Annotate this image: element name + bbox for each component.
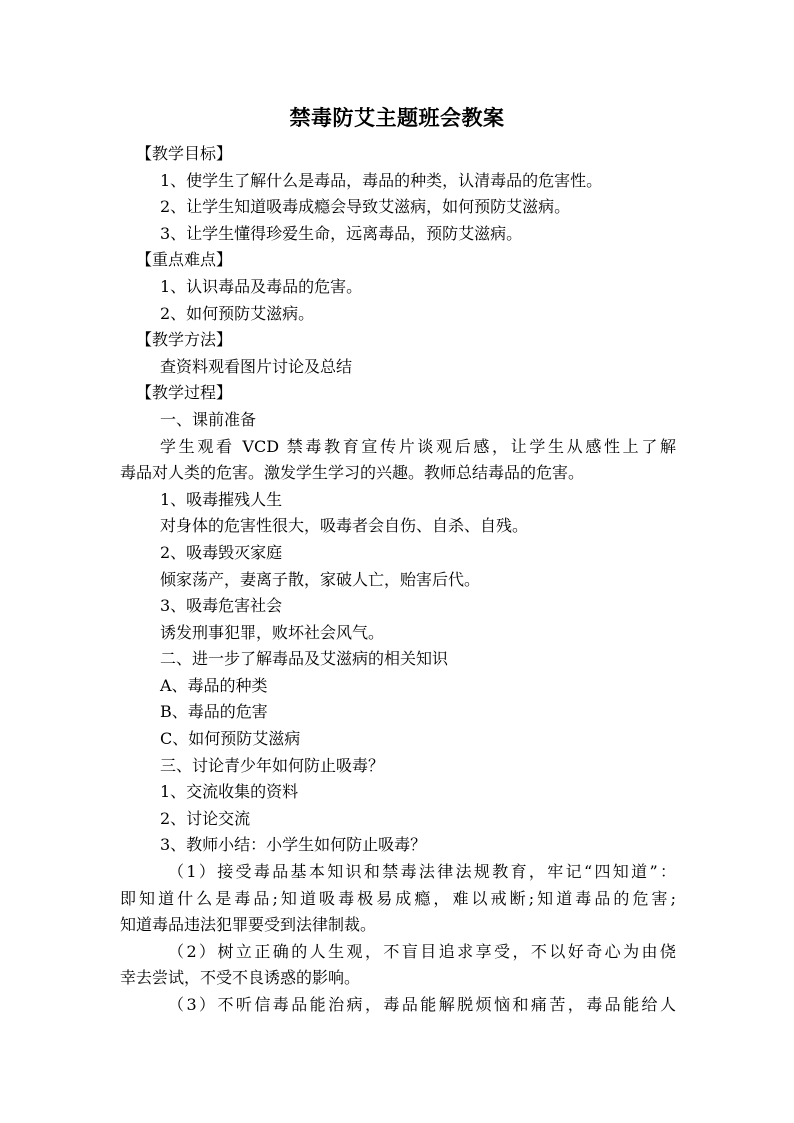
methods-text: 查资料观看图片讨论及总结 [160,356,353,376]
section-heading-key-points: 【重点难点】 [136,250,233,270]
list-item: 2、讨论交流 [160,808,251,828]
list-item: B、毒品的危害 [160,702,268,722]
process-step-3-heading: 三、讨论青少年如何防止吸毒？ [160,755,385,775]
list-item: 1、交流收集的资料 [160,782,299,802]
section-heading-methods: 【教学方法】 [136,330,233,350]
paragraph-line: （2）树立正确的人生观，不盲目追求享受，不以好奇心为由侥 [168,941,676,961]
list-item: C、如何预防艾滋病 [160,729,301,749]
document-title: 禁毒防艾主题班会教案 [289,105,505,130]
list-item: 3、教师小结：小学生如何防止吸毒？ [160,835,427,855]
process-step-1-heading: 一、课前准备 [160,409,257,429]
paragraph-line: 幸去尝试，不受不良诱惑的影响。 [120,968,361,988]
process-step-2-heading: 二、进一步了解毒品及艾滋病的相关知识 [160,649,449,669]
paragraph-line: （3）不听信毒品能治病，毒品能解脱烦恼和痛苦，毒品能给人 [168,995,676,1014]
section-heading-process: 【教学过程】 [136,383,233,403]
paragraph-line: 知道毒品违法犯罪要受到法律制裁。 [120,915,377,935]
paragraph-line: 诱发刑事犯罪，败坏社会风气。 [160,622,385,642]
section-heading-objectives: 【教学目标】 [136,144,233,163]
objective-1: 1、使学生了解什么是毒品，毒品的种类，认清毒品的危害性。 [160,170,603,190]
list-item: 1、吸毒摧残人生 [160,489,283,509]
paragraph-line: 毒品对人类的危害。激发学生学习的兴趣。教师总结毒品的危害。 [120,463,585,483]
list-item: A、毒品的种类 [160,675,268,695]
key-point-1: 1、认识毒品及毒品的危害。 [160,276,363,296]
objective-2: 2、让学生知道吸毒成瘾会导致艾滋病，如何预防艾滋病。 [160,197,571,217]
paragraph-line: 倾家荡产，妻离子散，家破人亡，贻害后代。 [160,569,481,589]
objective-3: 3、让学生懂得珍爱生命，远离毒品，预防艾滋病。 [160,223,523,243]
paragraph-line: 学生观看 VCD 禁毒教育宣传片谈观后感，让学生从感性上了解 [160,436,676,456]
paragraph-line: （1）接受毒品基本知识和禁毒法律法规教育，牢记“四知道”： [168,862,676,882]
key-point-2: 2、如何预防艾滋病。 [160,303,315,323]
document-body [120,141,676,1019]
list-item: 3、吸毒危害社会 [160,596,283,616]
list-item: 2、吸毒毁灭家庭 [160,542,283,562]
paragraph-line: 即知道什么是毒品;知道吸毒极易成瘾，难以戒断;知道毒品的危害; [120,888,676,908]
paragraph-line: 对身体的危害性很大，吸毒者会自伤、自杀、自残。 [160,516,529,536]
